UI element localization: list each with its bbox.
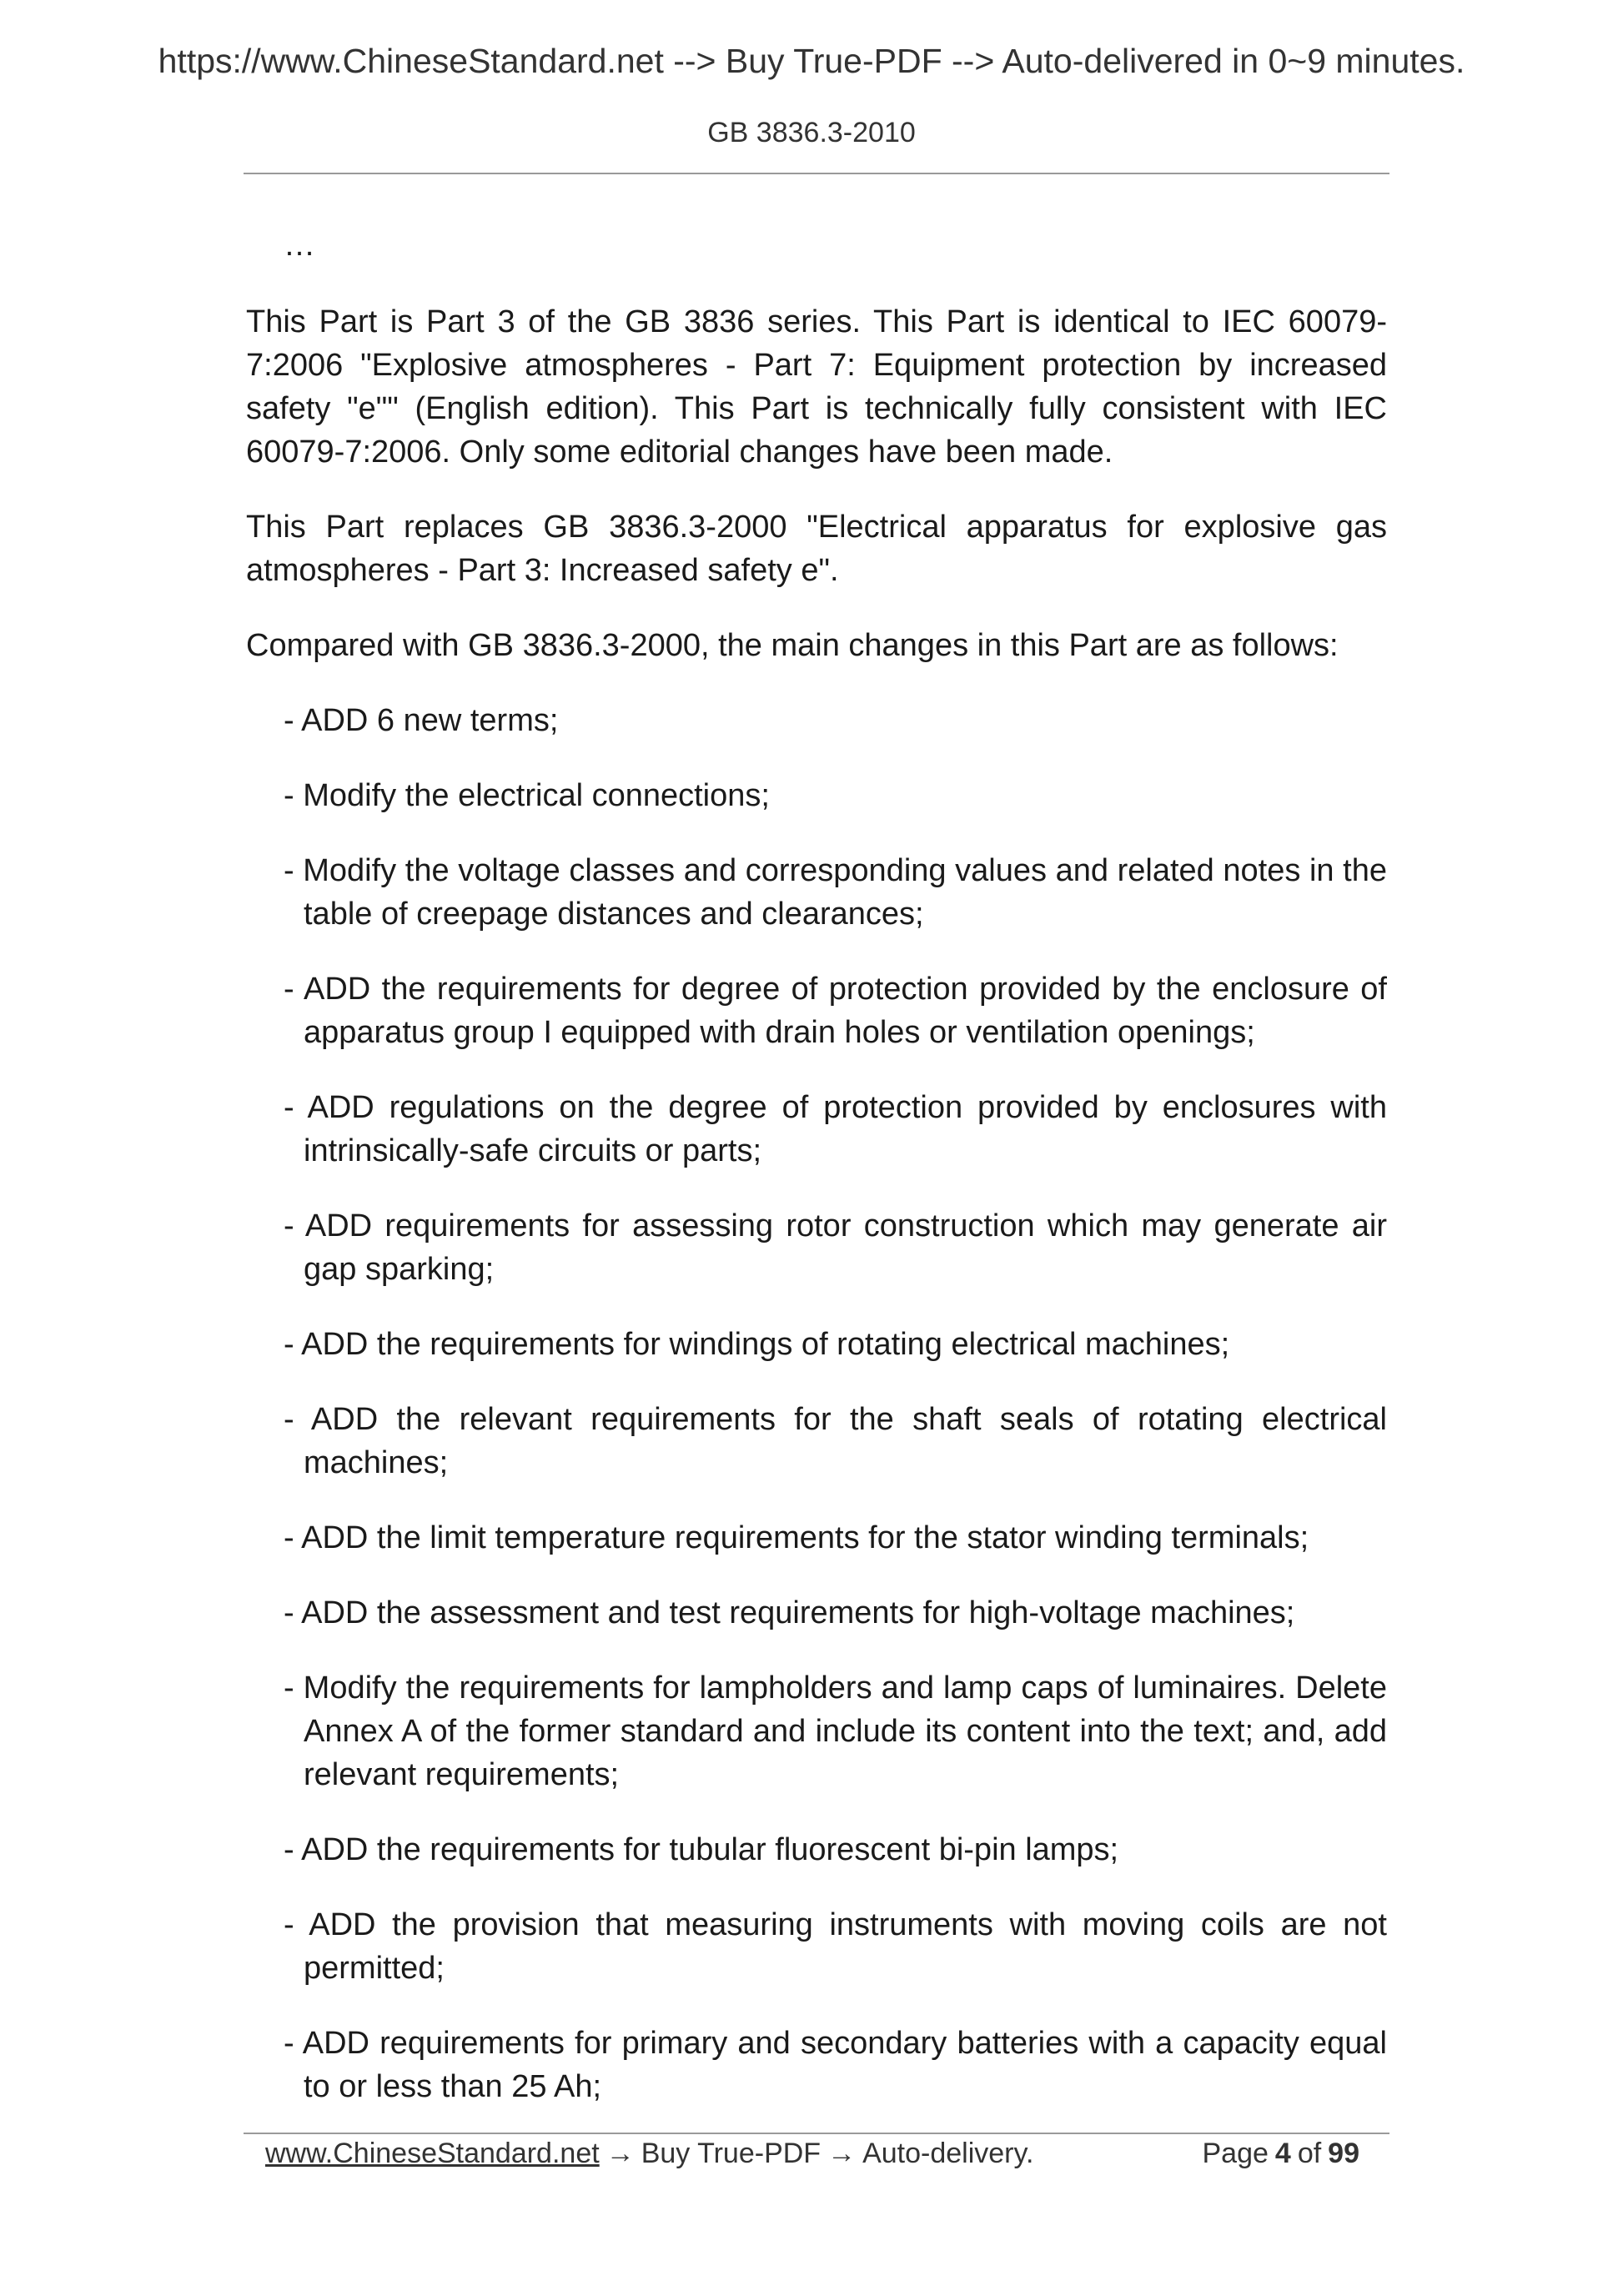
delivery-text: Auto-delivery. <box>862 2138 1034 2169</box>
list-item: - ADD the requirements for tubular fluorescent bi-pin lamps; <box>284 1832 1119 1867</box>
page-number <box>1202 2138 1366 2170</box>
document-code: GB 3836.3-2010 <box>707 117 916 148</box>
list-item: - Modify the voltage classes and corresponding values and related notes in the table of creepage distances and clearances; <box>284 853 1387 932</box>
arrow-right-icon: → <box>827 2138 857 2169</box>
header-divider <box>244 173 1389 174</box>
page-content <box>246 224 1387 2140</box>
paragraph-changes-intro: Compared with GB 3836.3-2000, the main changes in this Part are as follows: <box>246 628 1339 663</box>
list-item: - ADD 6 new terms; <box>284 703 559 738</box>
list-item: - Modify the electrical connections; <box>284 778 770 813</box>
page-total: 99 <box>1328 2138 1359 2169</box>
list-item: - ADD the assessment and test requirements for high-voltage machines; <box>284 1595 1295 1630</box>
list-item: - ADD requirements for primary and secondary batteries with a capacity equal to or less than 25 Ah; <box>284 2026 1387 2104</box>
paragraph-identity: This Part is Part 3 of the GB 3836 series. This Part is identical to IEC 60079-7:2006 "Explosive atmospheres - Part 7: Equipment protection by increased safety "e"" (English edition). This Part is technically fully consistent with IEC 60079-7:2006. Only some editorial changes have been made. <box>246 304 1387 470</box>
page-label: Page <box>1202 2138 1269 2169</box>
footer-promo <box>265 2138 1033 2170</box>
paragraph-replaces: This Part replaces GB 3836.3-2000 "Electrical apparatus for explosive gas atmospheres - Part 3: Increased safety e". <box>246 510 1387 588</box>
list-item: - ADD the limit temperature requirements for the stator winding terminals; <box>284 1520 1309 1555</box>
top-banner: https://www.ChineseStandard.net --> Buy True-PDF --> Auto-delivered in 0~9 minutes. <box>158 42 1465 80</box>
list-item: - Modify the requirements for lampholders and lamp caps of luminaires. Delete Annex A of the former standard and include its content into the text; and, add relevant requirements; <box>284 1671 1387 1792</box>
page-of: of <box>1297 2138 1322 2169</box>
list-item: - ADD the relevant requirements for the shaft seals of rotating electrical machines; <box>284 1402 1387 1480</box>
website-link[interactable]: www.ChineseStandard.net <box>265 2138 600 2169</box>
footer-divider <box>244 2133 1389 2134</box>
changes-list <box>246 699 1387 2108</box>
list-item: - ADD the requirements for degree of protection provided by the enclosure of apparatus group I equipped with drain holes or ventilation openings; <box>284 972 1387 1050</box>
page-current: 4 <box>1274 2138 1291 2169</box>
list-item: - ADD regulations on the degree of protection provided by enclosures with intrinsically-safe circuits or parts; <box>284 1090 1387 1168</box>
list-item: - ADD requirements for assessing rotor construction which may generate air gap sparking; <box>284 1208 1387 1287</box>
buy-text: Buy True-PDF <box>641 2138 822 2169</box>
ellipsis: … <box>284 228 315 263</box>
list-item: - ADD the requirements for windings of rotating electrical machines; <box>284 1327 1230 1362</box>
arrow-right-icon: → <box>605 2138 635 2169</box>
list-item: - ADD the provision that measuring instruments with moving coils are not permitted; <box>284 1907 1387 1986</box>
